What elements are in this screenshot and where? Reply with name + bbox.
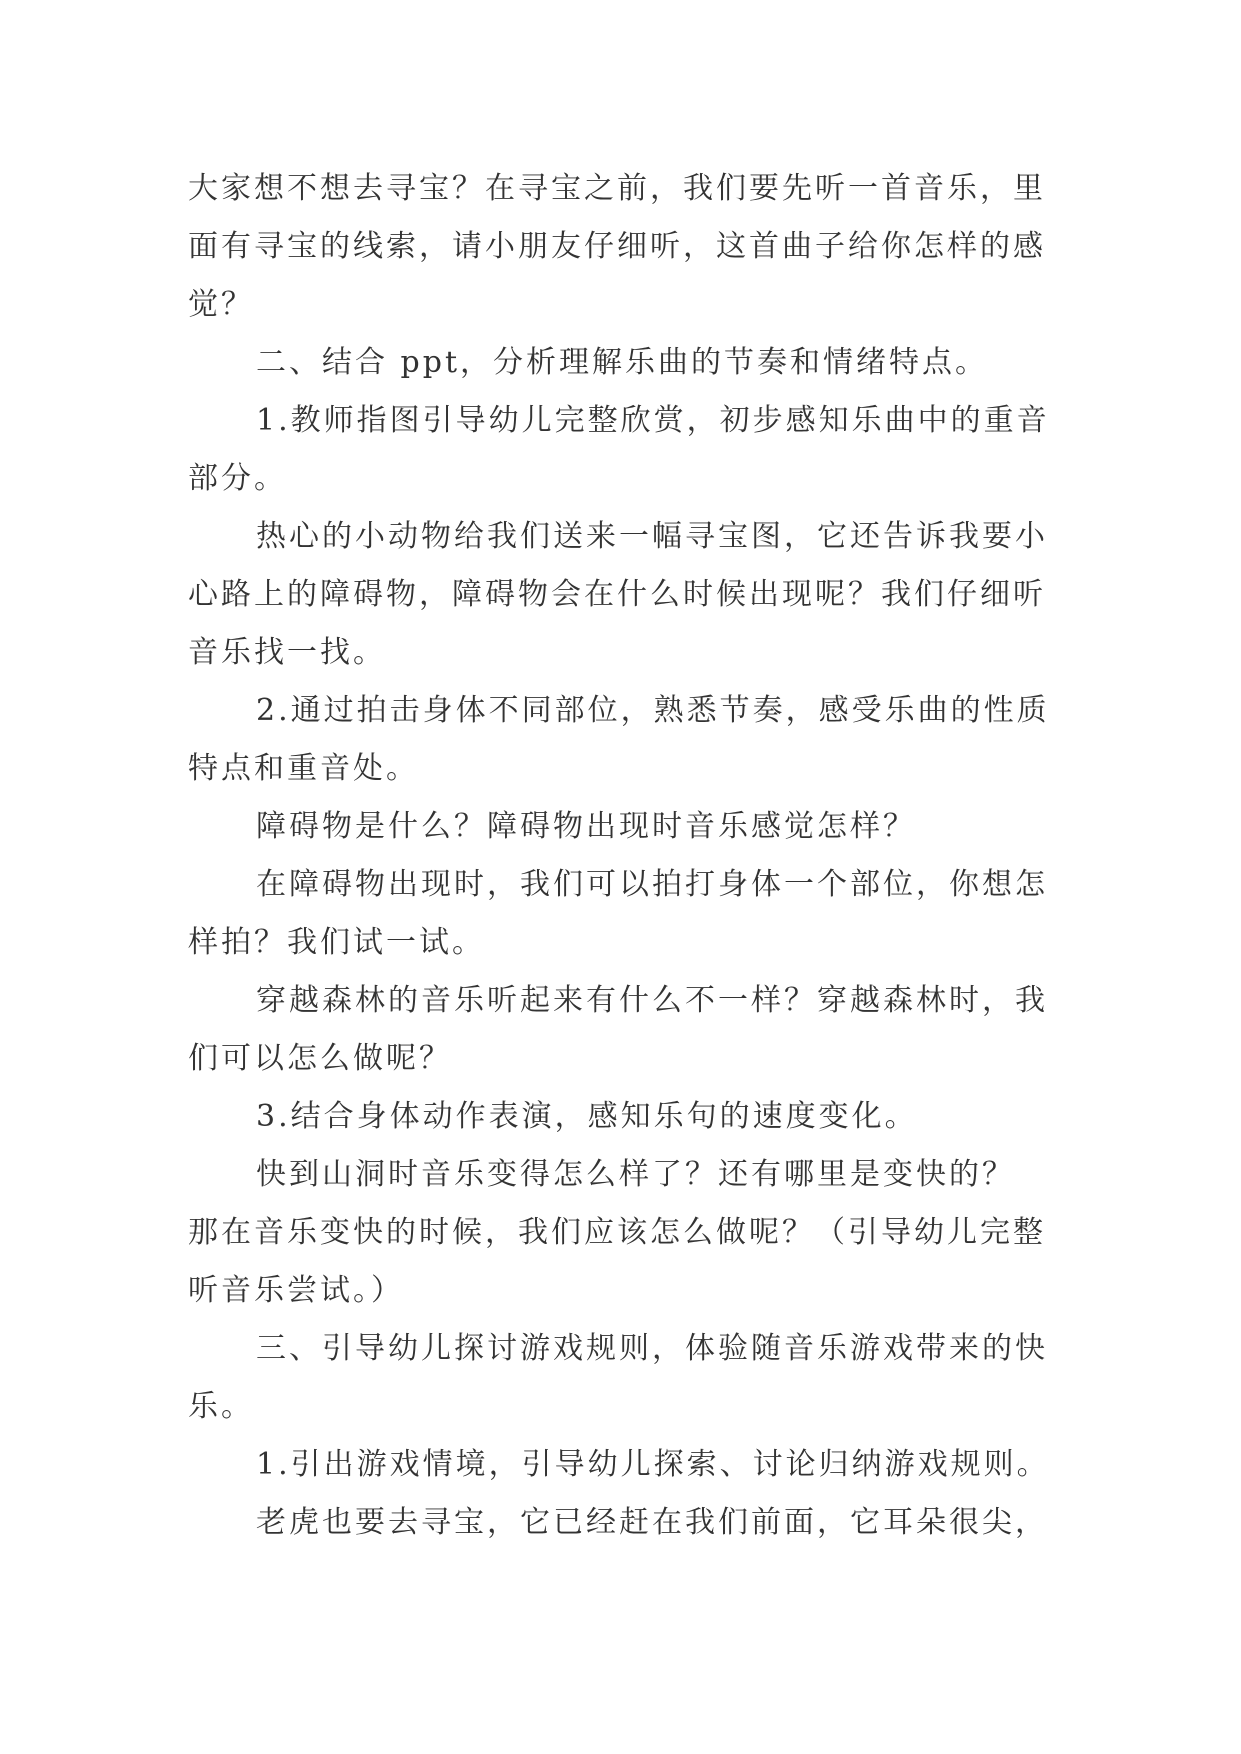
text-line-9: 音乐找一找。 <box>188 635 386 670</box>
subheading-2-2: 2.通过拍击身体不同部位，熟悉节奏，感受乐曲的性质 <box>256 693 1050 728</box>
text-line-11: 特点和重音处。 <box>188 751 419 786</box>
text-line-13: 在障碍物出现时，我们可以拍打身体一个部位，你想怎 <box>256 867 1048 902</box>
text-line-24: 老虎也要去寻宝，它已经赶在我们前面，它耳朵很尖， <box>256 1505 1048 1540</box>
text-line-16: 们可以怎么做呢？ <box>188 1041 452 1076</box>
text-line-20: 听音乐尝试。） <box>188 1273 404 1308</box>
text-line-22: 乐。 <box>188 1389 254 1424</box>
text-line-19: 那在音乐变快的时候，我们应该怎么做呢？（引导幼儿完整 <box>188 1215 1046 1250</box>
text-line-1: 大家想不想去寻宝？在寻宝之前，我们要先听一首音乐，里 <box>188 171 1046 206</box>
section-heading-2: 二、结合 ppt，分析理解乐曲的节奏和情绪特点。 <box>256 345 988 380</box>
text-line-2: 面有寻宝的线索，请小朋友仔细听，这首曲子给你怎样的感 <box>188 229 1046 264</box>
text-line-14: 样拍？我们试一试。 <box>188 925 485 960</box>
document-body <box>188 160 1058 1552</box>
text-line-7: 热心的小动物给我们送来一幅寻宝图，它还告诉我要小 <box>256 519 1048 554</box>
subheading-3-1: 1.引出游戏情境，引导幼儿探索、讨论归纳游戏规则。 <box>256 1447 1050 1482</box>
text-line-18: 快到山洞时音乐变得怎么样了？还有哪里是变快的？ <box>256 1157 1015 1192</box>
subheading-2-1: 1.教师指图引导幼儿完整欣赏，初步感知乐曲中的重音 <box>256 403 1050 438</box>
text-line-15: 穿越森林的音乐听起来有什么不一样？穿越森林时，我 <box>256 983 1048 1018</box>
subheading-2-3: 3.结合身体动作表演，感知乐句的速度变化。 <box>256 1099 918 1134</box>
section-heading-3: 三、引导幼儿探讨游戏规则，体验随音乐游戏带来的快 <box>256 1331 1048 1366</box>
text-line-12: 障碍物是什么？障碍物出现时音乐感觉怎样？ <box>256 809 916 844</box>
text-line-8: 心路上的障碍物，障碍物会在什么时候出现呢？我们仔细听 <box>188 577 1046 612</box>
text-line-6: 部分。 <box>188 461 287 496</box>
text-line-3: 觉？ <box>188 287 254 322</box>
